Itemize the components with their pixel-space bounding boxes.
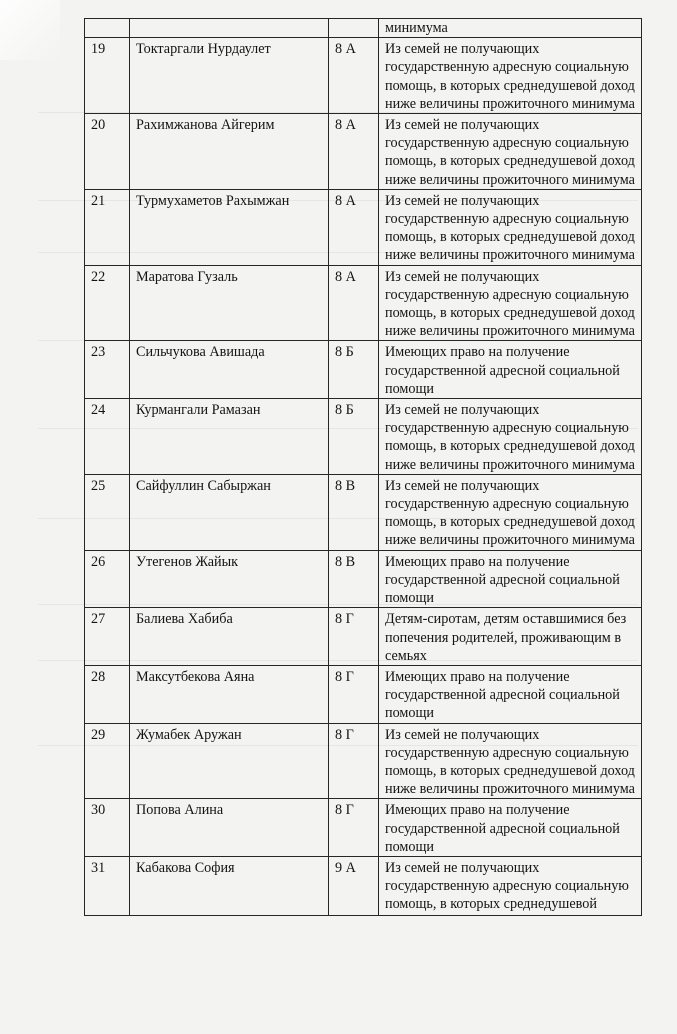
number-cell: 22 — [85, 265, 130, 341]
name-cell: Кабакова София — [130, 856, 329, 915]
number-cell: 27 — [85, 608, 130, 666]
table-row — [85, 799, 642, 857]
category-cell: Из семей не получающих государственную адресную социальную помощь, в которых среднедушевой доход ниже величины прожиточного минимума — [379, 189, 642, 265]
table-row — [85, 189, 642, 265]
class-cell: 8 А — [329, 114, 379, 190]
table-row — [85, 474, 642, 550]
category-cell: Имеющих право на получение государственной адресной социальной помощи — [379, 341, 642, 399]
class-cell: 8 А — [329, 38, 379, 114]
class-cell — [329, 19, 379, 38]
table-row — [85, 550, 642, 608]
table-row — [85, 38, 642, 114]
category-cell: Из семей не получающих государственную адресную социальную помощь, в которых среднедушевой доход ниже величины прожиточного минимума — [379, 38, 642, 114]
table-row — [85, 723, 642, 799]
name-cell: Токтаргали Нурдаулет — [130, 38, 329, 114]
class-cell: 8 Б — [329, 341, 379, 399]
category-cell: Имеющих право на получение государственной адресной социальной помощи — [379, 799, 642, 857]
class-cell: 8 А — [329, 265, 379, 341]
name-cell: Турмухаметов Рахымжан — [130, 189, 329, 265]
number-cell: 29 — [85, 723, 130, 799]
table-row — [85, 608, 642, 666]
number-cell: 26 — [85, 550, 130, 608]
table-row — [85, 265, 642, 341]
number-cell: 25 — [85, 474, 130, 550]
number-cell: 31 — [85, 856, 130, 915]
category-cell: Имеющих право на получение государственной адресной социальной помощи — [379, 550, 642, 608]
category-cell: Из семей не получающих государственную адресную социальную помощь, в которых среднедушевой доход ниже величины прожиточного минимума — [379, 474, 642, 550]
number-cell: 23 — [85, 341, 130, 399]
class-cell: 8 Г — [329, 665, 379, 723]
class-cell: 8 Г — [329, 723, 379, 799]
name-cell: Утегенов Жайык — [130, 550, 329, 608]
name-cell: Курмангали Рамазан — [130, 399, 329, 475]
name-cell: Маратова Гузаль — [130, 265, 329, 341]
category-cell: Из семей не получающих государственную адресную социальную помощь, в которых среднедушевой доход ниже величины прожиточного минимума — [379, 399, 642, 475]
class-cell: 8 А — [329, 189, 379, 265]
category-cell: Детям-сиротам, детям оставшимися без попечения родителей, проживающим в семьях — [379, 608, 642, 666]
category-cell: Из семей не получающих государственную адресную социальную помощь, в которых среднедушевой доход ниже величины прожиточного минимума — [379, 114, 642, 190]
student-roster-table — [84, 18, 642, 916]
name-cell: Сайфуллин Сабыржан — [130, 474, 329, 550]
number-cell: 21 — [85, 189, 130, 265]
class-cell: 8 В — [329, 474, 379, 550]
number-cell: 24 — [85, 399, 130, 475]
continued-row — [85, 19, 642, 38]
name-cell — [130, 19, 329, 38]
table-row — [85, 665, 642, 723]
class-cell: 9 А — [329, 856, 379, 915]
category-cell: Имеющих право на получение государственной адресной социальной помощи — [379, 665, 642, 723]
class-cell: 8 Б — [329, 399, 379, 475]
class-cell: 8 Г — [329, 608, 379, 666]
name-cell: Максутбекова Аяна — [130, 665, 329, 723]
number-cell: 30 — [85, 799, 130, 857]
category-cell: минимума — [379, 19, 642, 38]
class-cell: 8 В — [329, 550, 379, 608]
table-row — [85, 114, 642, 190]
number-cell: 28 — [85, 665, 130, 723]
name-cell: Попова Алина — [130, 799, 329, 857]
category-cell: Из семей не получающих государственную адресную социальную помощь, в которых среднедушевой доход ниже величины прожиточного минимума — [379, 723, 642, 799]
table-row — [85, 399, 642, 475]
number-cell: 20 — [85, 114, 130, 190]
category-cell: Из семей не получающих государственную адресную социальную помощь, в которых среднедушевой — [379, 856, 642, 915]
number-cell — [85, 19, 130, 38]
name-cell: Жумабек Аружан — [130, 723, 329, 799]
table-row — [85, 856, 642, 915]
class-cell: 8 Г — [329, 799, 379, 857]
name-cell: Балиева Хабиба — [130, 608, 329, 666]
table-row — [85, 341, 642, 399]
category-cell: Из семей не получающих государственную адресную социальную помощь, в которых среднедушевой доход ниже величины прожиточного минимума — [379, 265, 642, 341]
name-cell: Сильчукова Авишада — [130, 341, 329, 399]
name-cell: Рахимжанова Айгерим — [130, 114, 329, 190]
number-cell: 19 — [85, 38, 130, 114]
page-corner-shadow — [0, 0, 60, 60]
